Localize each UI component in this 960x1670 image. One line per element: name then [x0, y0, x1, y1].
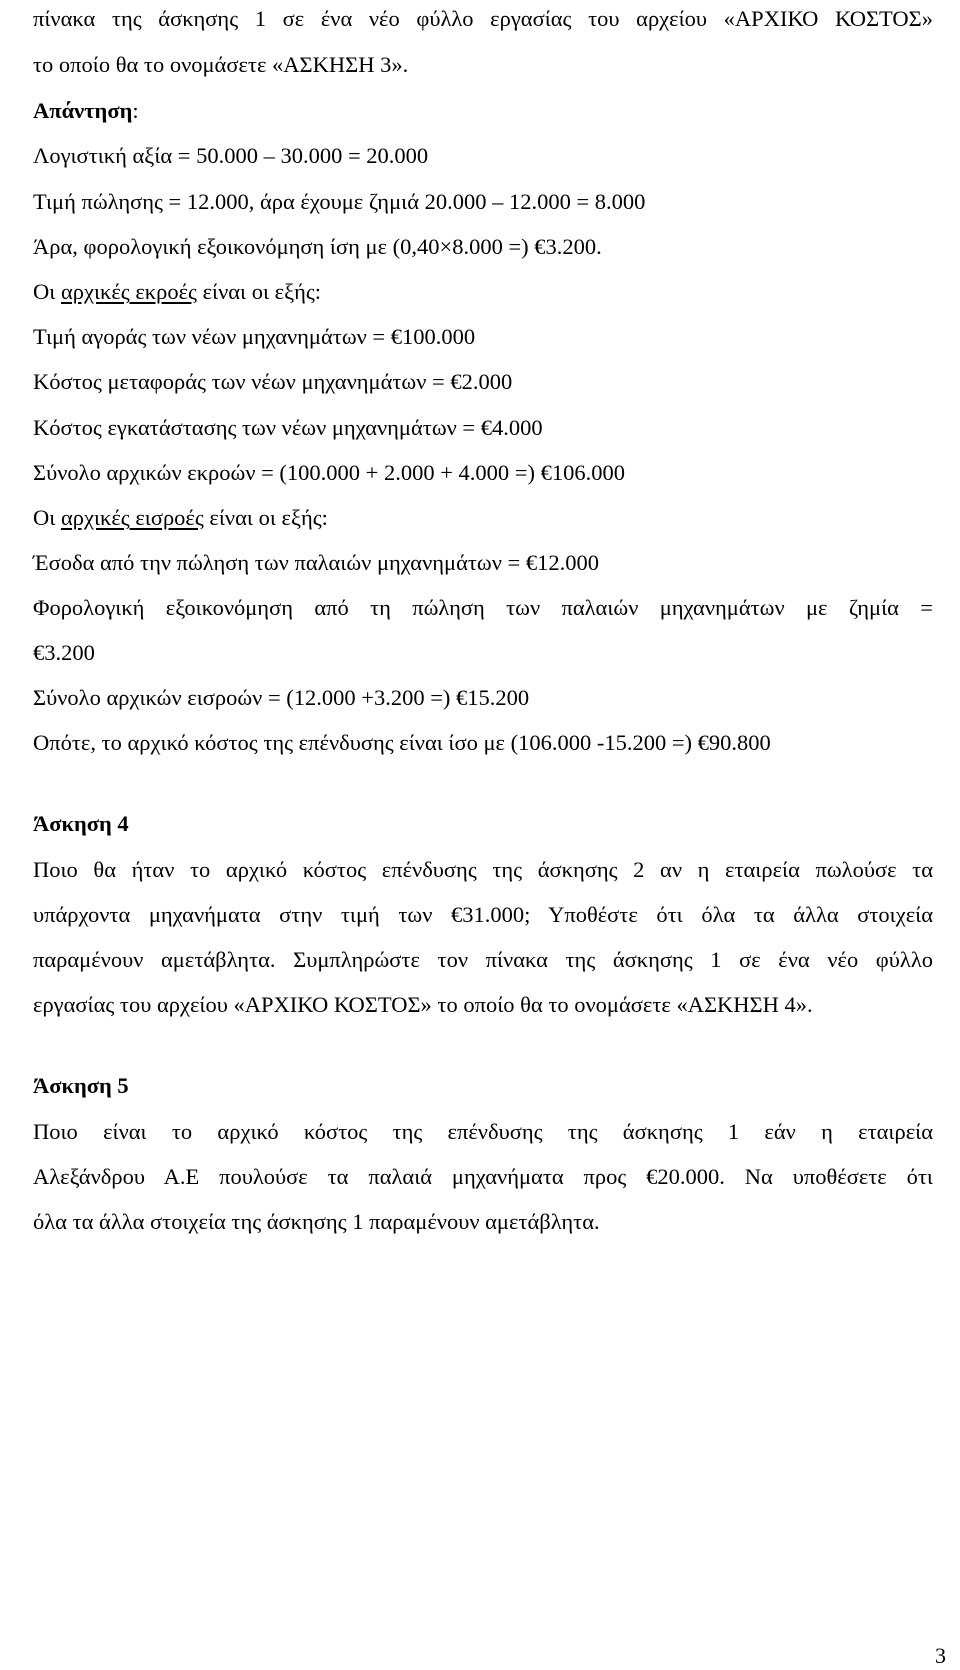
- exercise-4-line-2: υπάρχοντα μηχανήματα στην τιμή των €31.000; Υποθέστε ότι όλα τα άλλα στοιχεία: [33, 902, 933, 927]
- transport-line: Κόστος μεταφοράς των νέων μηχανημάτων = €2.000: [33, 369, 513, 394]
- exercise-4-line-4: εργασίας του αρχείου «ΑΡΧΙΚΟ ΚΟΣΤΟΣ» το οποίο θα το ονομάσετε «ΑΣΚΗΣΗ 4».: [33, 992, 813, 1017]
- tax-saving-2-line-b: €3.200: [33, 640, 95, 665]
- sale-income-line: Έσοδα από την πώληση των παλαιών μηχανημάτων = €12.000: [33, 550, 599, 575]
- answer-colon: :: [132, 98, 139, 123]
- page-number: 3: [935, 1643, 946, 1668]
- exercise-4-line-3: παραμένουν αμετάβλητα. Συμπληρώστε τον πίνακα της άσκησης 1 σε ένα νέο φύλλο: [33, 947, 933, 972]
- result-line: Οπότε, το αρχικό κόστος της επένδυσης είναι ίσο με (106.000 -15.200 =) €90.800: [33, 730, 771, 755]
- inflows-heading: [33, 503, 933, 533]
- outflows-suffix: είναι οι εξής:: [196, 279, 322, 304]
- total-inflows-line: Σύνολο αρχικών εισροών = (12.000 +3.200 =) €15.200: [33, 685, 530, 710]
- inflows-prefix: Οι: [33, 505, 61, 530]
- purchase-line: Τιμή αγοράς των νέων μηχανημάτων = €100.000: [33, 324, 476, 349]
- exercise-4-title: Άσκηση 4: [33, 811, 129, 836]
- intro-line-2: το οποίο θα το ονομάσετε «ΑΣΚΗΣΗ 3».: [33, 52, 409, 77]
- exercise-5-line-1: Ποιο είναι το αρχικό κόστος της επένδυσης της άσκησης 1 εάν η εταιρεία: [33, 1119, 933, 1144]
- inflows-underlined: αρχικές εισροές: [60, 505, 204, 530]
- exercise-5-line-2: Αλεξάνδρου Α.Ε πουλούσε τα παλαιά μηχανήματα προς €20.000. Να υποθέσετε ότι: [33, 1164, 933, 1189]
- book-value-line: Λογιστική αξία = 50.000 – 30.000 = 20.000: [33, 143, 429, 168]
- outflows-underlined: αρχικές εκροές: [60, 279, 197, 304]
- inflows-suffix: είναι οι εξής:: [203, 505, 328, 530]
- exercise-5-line-3: όλα τα άλλα στοιχεία της άσκησης 1 παραμένουν αμετάβλητα.: [33, 1209, 600, 1234]
- tax-saving-2-line-a: Φορολογική εξοικονόμηση από τη πώληση των παλαιών μηχανημάτων με ζημία =: [33, 595, 933, 620]
- sale-price-line: Τιμή πώλησης = 12.000, άρα έχουμε ζημιά 20.000 – 12.000 = 8.000: [33, 189, 646, 214]
- intro-line-1: πίνακα της άσκησης 1 σε ένα νέο φύλλο εργασίας του αρχείου «ΑΡΧΙΚΟ ΚΟΣΤΟΣ»: [33, 6, 933, 31]
- outflows-prefix: Οι: [33, 279, 61, 304]
- answer-heading: [33, 96, 933, 126]
- install-line: Κόστος εγκατάστασης των νέων μηχανημάτων = €4.000: [33, 415, 543, 440]
- tax-saving-line: Άρα, φορολογική εξοικονόμηση ίση με (0,40×8.000 =) €3.200.: [33, 234, 602, 259]
- outflows-heading: [33, 277, 933, 307]
- total-outflows-line: Σύνολο αρχικών εκροών = (100.000 + 2.000 + 4.000 =) €106.000: [33, 460, 625, 485]
- exercise-5-title: Άσκηση 5: [33, 1073, 129, 1098]
- exercise-4-line-1: Ποιο θα ήταν το αρχικό κόστος επένδυσης της άσκησης 2 αν η εταιρεία πωλούσε τα: [33, 857, 933, 882]
- answer-label: Απάντηση: [33, 98, 133, 123]
